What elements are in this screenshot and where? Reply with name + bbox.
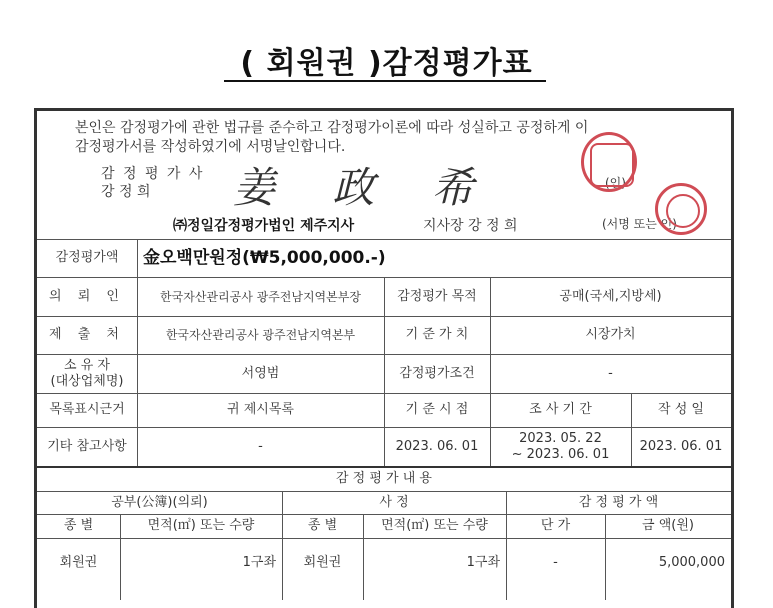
declaration-line-2: 감정평가서를 작성하였기에 서명날인합니다. — [75, 139, 346, 155]
branch-head: 지사장 강 정 희 — [423, 218, 518, 234]
document-title: ( 회원권 )감정평가표 — [240, 46, 533, 81]
col-kind-actual: 종 별 — [307, 518, 338, 533]
row-kind: 회원권 — [59, 555, 98, 570]
title-underline — [224, 80, 546, 82]
value-header: 감 정 평 가 액 — [578, 494, 659, 510]
actual-header: 사 정 — [379, 494, 409, 510]
row-amount: 5,000,000 — [658, 555, 725, 570]
purpose-label: 감정평가 목적 — [397, 288, 477, 304]
row-qty-actual: 1구좌 — [466, 555, 500, 570]
seal-mark: (인) — [605, 176, 626, 190]
appraiser-seal-icon — [581, 132, 637, 192]
written-date-label: 작 성 일 — [658, 402, 704, 417]
row-kind-actual: 회원권 — [303, 555, 342, 570]
col-unit-price: 단 가 — [540, 518, 571, 533]
amount-value: 金오백만원정(₩5,000,000.-) — [143, 248, 386, 268]
base-date-value: 2023. 06. 01 — [395, 438, 479, 454]
owner-value: 서영범 — [241, 365, 280, 381]
survey-to: ~ 2023. 06. 01 — [511, 446, 610, 462]
handwritten-signature: 姜 政 希 — [233, 163, 496, 212]
declaration-line-1: 본인은 감정평가에 관한 법규를 준수하고 감정평가이론에 따라 성실하고 공정하게 이 — [75, 120, 589, 136]
survey-period-cell — [490, 427, 631, 466]
owner-sub-label: (대상업체명) — [50, 373, 124, 389]
client-label: 의 뢰 인 — [49, 288, 125, 304]
survey-period-label: 조 사 기 간 — [529, 402, 592, 417]
col-area: 면적(㎡) 또는 수량 — [147, 518, 255, 533]
firm-seal-icon — [655, 183, 707, 235]
owner-label-cell — [37, 354, 137, 393]
condition-label: 감정평가조건 — [399, 365, 475, 381]
registry-header: 공부(公簿)(의뢰) — [111, 494, 208, 510]
submit-value: 한국자산관리공사 광주전남지역본부 — [165, 328, 356, 342]
list-basis-label: 목록표시근거 — [49, 402, 125, 417]
written-date-value: 2023. 06. 01 — [639, 438, 723, 454]
condition-value: - — [608, 365, 613, 381]
col-amount: 금 액(원) — [642, 518, 694, 533]
purpose-value: 공매(국세,지방세) — [559, 288, 662, 304]
owner-label: 소 유 자 — [64, 357, 110, 373]
col-area-actual: 면적(㎡) 또는 수량 — [381, 518, 488, 533]
row-unit-price: - — [553, 555, 558, 570]
basis-value: 시장가치 — [585, 327, 636, 342]
row-qty: 1구좌 — [242, 555, 276, 570]
appraiser-label: 감 정 평 가 사 — [101, 166, 205, 182]
basis-label: 기 준 가 치 — [405, 327, 469, 342]
sign-or-seal-note: (서명 또는 인) — [602, 217, 677, 231]
appraiser-name-label: 강 정 희 — [101, 184, 151, 200]
firm-name: ㈜정일감정평가법인 제주지사 — [173, 218, 355, 234]
amount-label: 감정평가액 — [55, 250, 119, 265]
list-basis-value: 귀 제시목록 — [227, 402, 294, 417]
survey-from: 2023. 05. 22 — [519, 430, 602, 446]
content-section-title: 감 정 평 가 내 용 — [335, 470, 432, 486]
base-date-label: 기 준 시 점 — [405, 402, 469, 417]
other-notes-value: - — [258, 438, 263, 454]
client-value: 한국자산관리공사 광주전남지역본부장 — [160, 289, 361, 304]
other-notes-label: 기타 참고사항 — [47, 438, 127, 454]
col-kind: 종 별 — [63, 518, 94, 533]
submit-label: 제 출 처 — [49, 327, 125, 342]
